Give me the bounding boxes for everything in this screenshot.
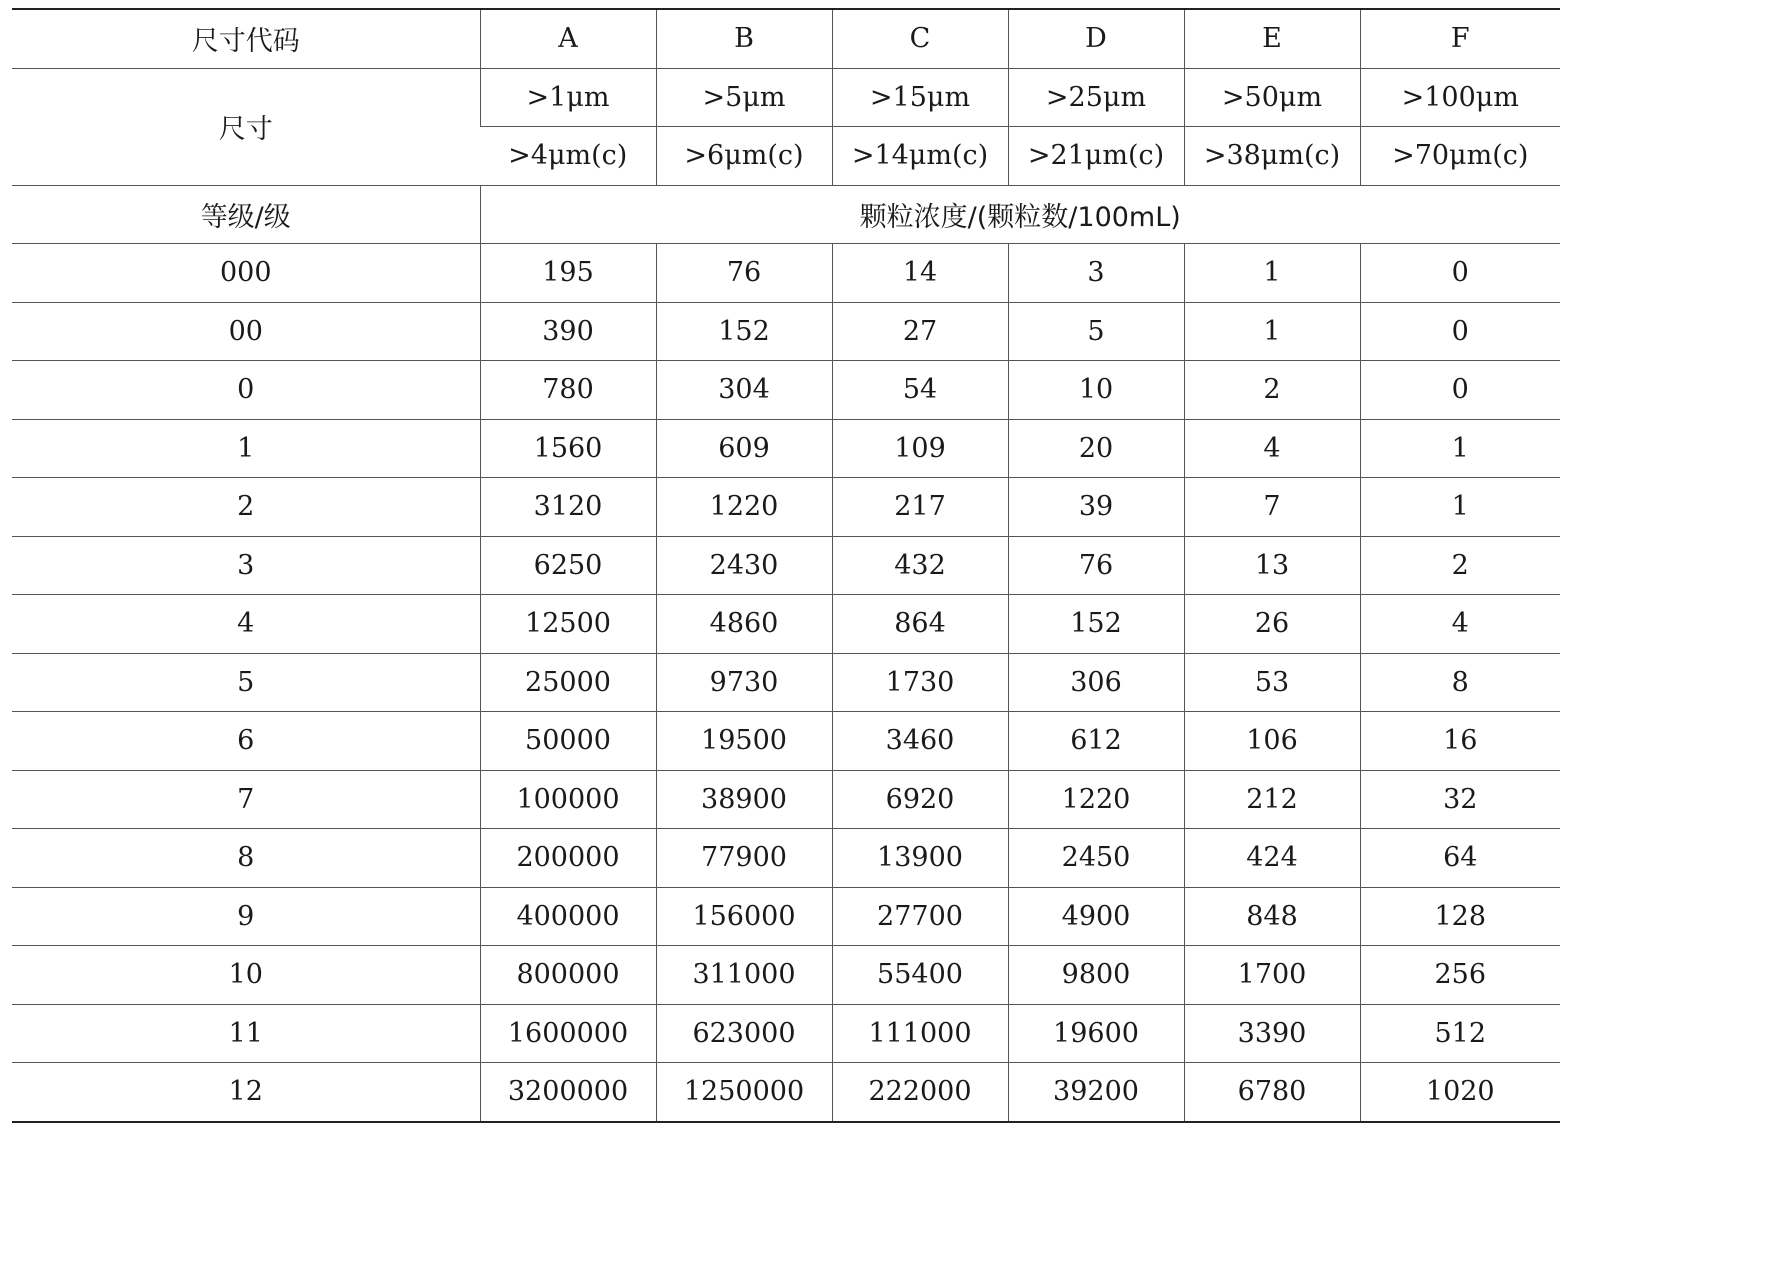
value-cell-d: 306 <box>1008 653 1184 712</box>
value-cell-b: 304 <box>656 361 832 420</box>
particle-concentration-table <box>12 8 1560 1123</box>
grade-cell: 6 <box>12 712 480 771</box>
size-c-row2: >14μm(c) <box>832 127 1008 186</box>
value-cell-c: 109 <box>832 419 1008 478</box>
table-row <box>12 419 1560 478</box>
size-f-row1: >100μm <box>1360 68 1560 127</box>
value-cell-f: 0 <box>1360 361 1560 420</box>
value-cell-d: 76 <box>1008 536 1184 595</box>
value-cell-d: 9800 <box>1008 946 1184 1005</box>
code-header-c: C <box>832 9 1008 68</box>
table-row <box>12 653 1560 712</box>
value-cell-a: 200000 <box>480 829 656 888</box>
value-cell-c: 864 <box>832 595 1008 654</box>
value-cell-a: 195 <box>480 244 656 303</box>
size-code-header: 尺寸代码 <box>12 9 480 68</box>
value-cell-a: 3200000 <box>480 1063 656 1122</box>
code-header-f: F <box>1360 9 1560 68</box>
value-cell-e: 1 <box>1184 244 1360 303</box>
value-cell-e: 6780 <box>1184 1063 1360 1122</box>
grade-cell: 11 <box>12 1004 480 1063</box>
value-cell-a: 100000 <box>480 770 656 829</box>
value-cell-b: 9730 <box>656 653 832 712</box>
size-b-row2: >6μm(c) <box>656 127 832 186</box>
table-row <box>12 244 1560 303</box>
value-cell-c: 13900 <box>832 829 1008 888</box>
value-cell-f: 256 <box>1360 946 1560 1005</box>
value-cell-f: 8 <box>1360 653 1560 712</box>
value-cell-a: 390 <box>480 302 656 361</box>
value-cell-d: 5 <box>1008 302 1184 361</box>
value-cell-a: 1560 <box>480 419 656 478</box>
value-cell-e: 848 <box>1184 887 1360 946</box>
value-cell-d: 20 <box>1008 419 1184 478</box>
size-e-row2: >38μm(c) <box>1184 127 1360 186</box>
size-c-row1: >15μm <box>832 68 1008 127</box>
table-row <box>12 478 1560 537</box>
value-cell-c: 6920 <box>832 770 1008 829</box>
value-cell-a: 3120 <box>480 478 656 537</box>
value-cell-f: 2 <box>1360 536 1560 595</box>
value-cell-e: 26 <box>1184 595 1360 654</box>
grade-cell: 2 <box>12 478 480 537</box>
table-row <box>12 1004 1560 1063</box>
size-f-row2: >70μm(c) <box>1360 127 1560 186</box>
value-cell-d: 39200 <box>1008 1063 1184 1122</box>
value-cell-b: 623000 <box>656 1004 832 1063</box>
value-cell-b: 2430 <box>656 536 832 595</box>
code-header-a: A <box>480 9 656 68</box>
value-cell-b: 152 <box>656 302 832 361</box>
value-cell-c: 27700 <box>832 887 1008 946</box>
grade-cell: 5 <box>12 653 480 712</box>
grade-cell: 7 <box>12 770 480 829</box>
value-cell-f: 32 <box>1360 770 1560 829</box>
concentration-header: 颗粒浓度/(颗粒数/100mL) <box>480 185 1560 244</box>
grade-cell: 4 <box>12 595 480 654</box>
value-cell-b: 4860 <box>656 595 832 654</box>
size-a-row1: >1μm <box>480 68 656 127</box>
value-cell-c: 217 <box>832 478 1008 537</box>
value-cell-c: 54 <box>832 361 1008 420</box>
value-cell-b: 311000 <box>656 946 832 1005</box>
value-cell-a: 25000 <box>480 653 656 712</box>
value-cell-c: 111000 <box>832 1004 1008 1063</box>
grade-header: 等级/级 <box>12 185 480 244</box>
value-cell-d: 1220 <box>1008 770 1184 829</box>
value-cell-f: 512 <box>1360 1004 1560 1063</box>
value-cell-d: 19600 <box>1008 1004 1184 1063</box>
header-row-grade <box>12 185 1560 244</box>
value-cell-d: 2450 <box>1008 829 1184 888</box>
value-cell-d: 152 <box>1008 595 1184 654</box>
size-e-row1: >50μm <box>1184 68 1360 127</box>
value-cell-f: 4 <box>1360 595 1560 654</box>
table-row <box>12 302 1560 361</box>
header-row-size-1 <box>12 68 1560 127</box>
value-cell-b: 609 <box>656 419 832 478</box>
grade-cell: 0 <box>12 361 480 420</box>
grade-cell: 00 <box>12 302 480 361</box>
grade-cell: 12 <box>228 1076 263 1108</box>
value-cell-f: 1020 <box>1360 1063 1560 1122</box>
value-cell-e: 1 <box>1184 302 1360 361</box>
table-row <box>12 770 1560 829</box>
grade-cell: 1 <box>12 419 480 478</box>
value-cell-c: 1730 <box>832 653 1008 712</box>
value-cell-c: 3460 <box>832 712 1008 771</box>
value-cell-e: 424 <box>1184 829 1360 888</box>
table-body <box>12 9 1560 1122</box>
size-d-row2: >21μm(c) <box>1008 127 1184 186</box>
value-cell-c: 432 <box>832 536 1008 595</box>
table-row <box>12 361 1560 420</box>
table-row <box>12 887 1560 946</box>
value-cell-a: 1600000 <box>480 1004 656 1063</box>
value-cell-d: 612 <box>1008 712 1184 771</box>
value-cell-e: 13 <box>1184 536 1360 595</box>
value-cell-e: 106 <box>1184 712 1360 771</box>
value-cell-b: 1250000 <box>656 1063 832 1122</box>
size-a-row2: >4μm(c) <box>480 127 656 186</box>
table-row <box>12 536 1560 595</box>
value-cell-a: 12500 <box>480 595 656 654</box>
code-header-b: B <box>656 9 832 68</box>
grade-cell: 3 <box>12 536 480 595</box>
value-cell-f: 1 <box>1360 478 1560 537</box>
code-header-d: D <box>1008 9 1184 68</box>
grade-cell: 9 <box>12 887 480 946</box>
value-cell-e: 4 <box>1184 419 1360 478</box>
value-cell-b: 19500 <box>656 712 832 771</box>
value-cell-d: 10 <box>1008 361 1184 420</box>
size-header: 尺寸 <box>12 68 480 185</box>
header-row-size-code <box>12 9 1560 68</box>
value-cell-b: 76 <box>656 244 832 303</box>
value-cell-b: 156000 <box>656 887 832 946</box>
size-d-row1: >25μm <box>1008 68 1184 127</box>
value-cell-d: 4900 <box>1008 887 1184 946</box>
value-cell-d: 3 <box>1008 244 1184 303</box>
value-cell-e: 1700 <box>1184 946 1360 1005</box>
value-cell-a: 780 <box>480 361 656 420</box>
value-cell-b: 38900 <box>656 770 832 829</box>
value-cell-f: 16 <box>1360 712 1560 771</box>
value-cell-c: 55400 <box>832 946 1008 1005</box>
value-cell-f: 0 <box>1360 302 1560 361</box>
value-cell-f: 128 <box>1360 887 1560 946</box>
value-cell-c: 14 <box>832 244 1008 303</box>
value-cell-e: 2 <box>1184 361 1360 420</box>
value-cell-c: 222000 <box>832 1063 1008 1122</box>
value-cell-c: 27 <box>832 302 1008 361</box>
value-cell-f: 0 <box>1360 244 1560 303</box>
value-cell-a: 800000 <box>480 946 656 1005</box>
value-cell-a: 6250 <box>480 536 656 595</box>
size-b-row1: >5μm <box>656 68 832 127</box>
value-cell-b: 77900 <box>656 829 832 888</box>
value-cell-f: 64 <box>1360 829 1560 888</box>
value-cell-b: 1220 <box>656 478 832 537</box>
table-row <box>12 1063 1560 1122</box>
table-row <box>12 712 1560 771</box>
table-row <box>12 595 1560 654</box>
value-cell-e: 7 <box>1184 478 1360 537</box>
table-row <box>12 946 1560 1005</box>
code-header-e: E <box>1184 9 1360 68</box>
grade-cell: 8 <box>12 829 480 888</box>
value-cell-a: 400000 <box>480 887 656 946</box>
grade-cell: 10 <box>12 946 480 1005</box>
value-cell-e: 212 <box>1184 770 1360 829</box>
value-cell-a: 50000 <box>480 712 656 771</box>
table-row <box>12 829 1560 888</box>
grade-cell: 000 <box>12 244 480 303</box>
value-cell-f: 1 <box>1360 419 1560 478</box>
value-cell-e: 53 <box>1184 653 1360 712</box>
value-cell-e: 3390 <box>1184 1004 1360 1063</box>
value-cell-d: 39 <box>1008 478 1184 537</box>
